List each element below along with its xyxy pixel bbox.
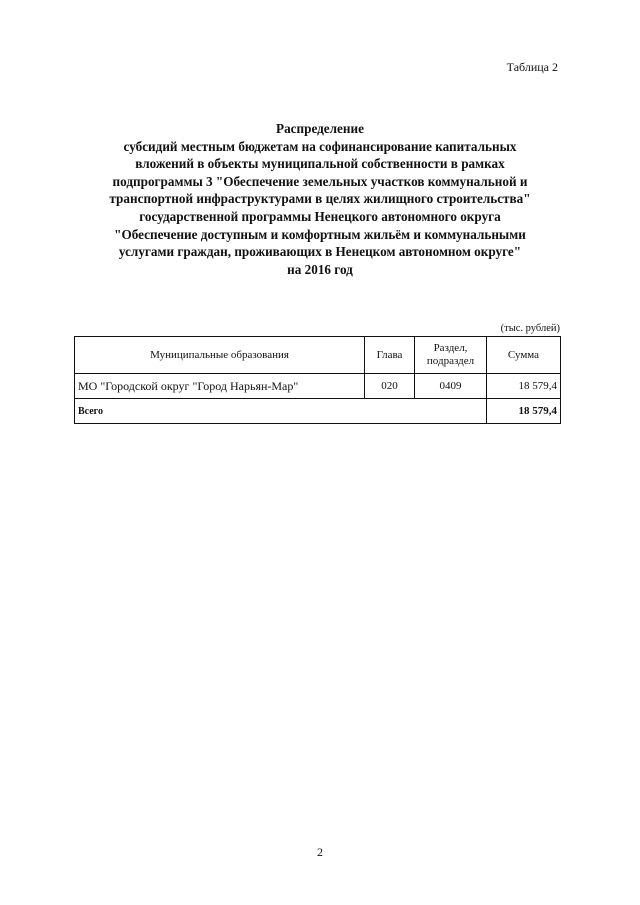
header-chapter: Глава — [365, 337, 415, 374]
title-line: Распределение — [276, 121, 364, 136]
cell-amount: 18 579,4 — [487, 374, 561, 399]
table-total-row — [75, 399, 561, 424]
title-line: "Обеспечение доступным и комфортным жильём и коммунальными — [114, 226, 526, 242]
header-section — [415, 337, 487, 374]
cell-section: 0409 — [415, 374, 487, 399]
page-number: 2 — [317, 845, 323, 859]
title-line: услугами граждан, проживающих в Ненецком автономном округе" — [118, 244, 522, 260]
table-number-label: Таблица 2 — [506, 60, 558, 74]
table-row — [75, 374, 561, 399]
header-section-line2: подраздел — [426, 355, 475, 367]
title-line: вложений в объекты муниципальной собственности в рамках — [135, 156, 505, 172]
total-amount: 18 579,4 — [487, 399, 561, 424]
cell-chapter: 020 — [365, 374, 415, 399]
table-header-row — [75, 337, 561, 374]
title-line: государственной программы Ненецкого автономного округа — [139, 208, 501, 224]
title-line: транспортной инфраструктурами в целях жилищного строительства" — [109, 191, 531, 207]
title-line: субсидий местным бюджетам на софинансирование капитальных — [123, 138, 517, 154]
title-line: на 2016 год — [287, 261, 353, 277]
header-amount: Сумма — [487, 337, 561, 374]
subsidy-table — [74, 336, 561, 424]
total-label: Всего — [75, 399, 487, 424]
title-line: подпрограммы 3 "Обеспечение земельных участков коммунальной и — [112, 173, 528, 189]
cell-municipality: МО "Городской округ "Город Нарьян-Мар" — [75, 374, 365, 399]
header-section-line1: Раздел, — [433, 342, 468, 354]
document-title — [60, 120, 580, 278]
unit-note: (тыс. рублей) — [500, 323, 560, 334]
header-municipality: Муниципальные образования — [75, 337, 365, 374]
